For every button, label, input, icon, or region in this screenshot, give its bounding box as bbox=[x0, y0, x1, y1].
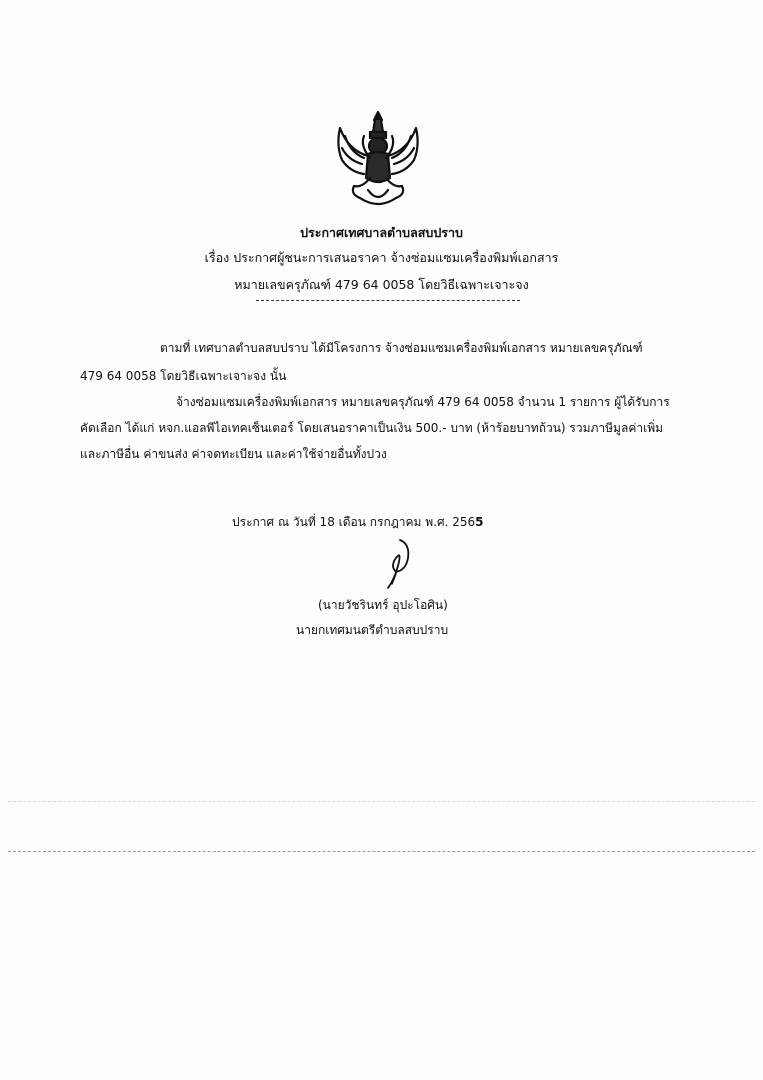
date-last-digit: 5 bbox=[475, 515, 484, 529]
title-divider bbox=[256, 300, 520, 301]
paragraph-1-line-1: ตามที่ เทศบาลตำบลสบปราบ ได้มีโครงการ จ้างซ่อมแซมเครื่องพิมพ์เอกสาร หมายเลขครุภัณฑ์ bbox=[160, 341, 643, 355]
announcement-title: ประกาศเทศบาลตำบลสบปราบ bbox=[300, 225, 463, 240]
announcement-asset-line: หมายเลขครุภัณฑ์ 479 64 0058 โดยวิธีเฉพาะเจาะจง bbox=[234, 277, 529, 292]
announcement-subject: เรื่อง ประกาศผู้ชนะการเสนอราคา จ้างซ่อมแซมเครื่องพิมพ์เอกสาร bbox=[204, 250, 559, 265]
garuda-emblem-icon bbox=[330, 106, 426, 210]
scan-artifact-line bbox=[8, 851, 755, 852]
signatory-name: (นายวัชรินทร์ อุปะโอศิน) bbox=[318, 598, 448, 612]
paragraph-2-line-1: จ้างซ่อมแซมเครื่องพิมพ์เอกสาร หมายเลขครุภัณฑ์ 479 64 0058 จำนวน 1 รายการ ผู้ได้รับการ bbox=[176, 395, 670, 409]
announcement-date bbox=[232, 513, 484, 532]
paragraph-1-line-2: 479 64 0058 โดยวิธีเฉพาะเจาะจง นั้น bbox=[80, 369, 287, 383]
paragraph-2-line-2: คัดเลือก ได้แก่ หจก.แอลพีไอเทคเซ็นเตอร์ โดยเสนอราคาเป็นเงิน 500.- บาท (ห้าร้อยบาทถ้วน) รวมภาษีมูลค่าเพิ่ม bbox=[80, 421, 664, 435]
signatory-position: นายกเทศมนตรีตำบลสบปราบ bbox=[296, 623, 449, 637]
paragraph-2-line-3: และภาษีอื่น ค่าขนส่ง ค่าจดทะเบียน และค่าใช้จ่ายอื่นทั้งปวง bbox=[80, 447, 387, 461]
date-text: ประกาศ ณ วันที่ 18 เดือน กรกฎาคม พ.ศ. 256 bbox=[232, 515, 476, 529]
handwritten-signature bbox=[378, 536, 422, 592]
scan-artifact-line bbox=[8, 801, 755, 802]
